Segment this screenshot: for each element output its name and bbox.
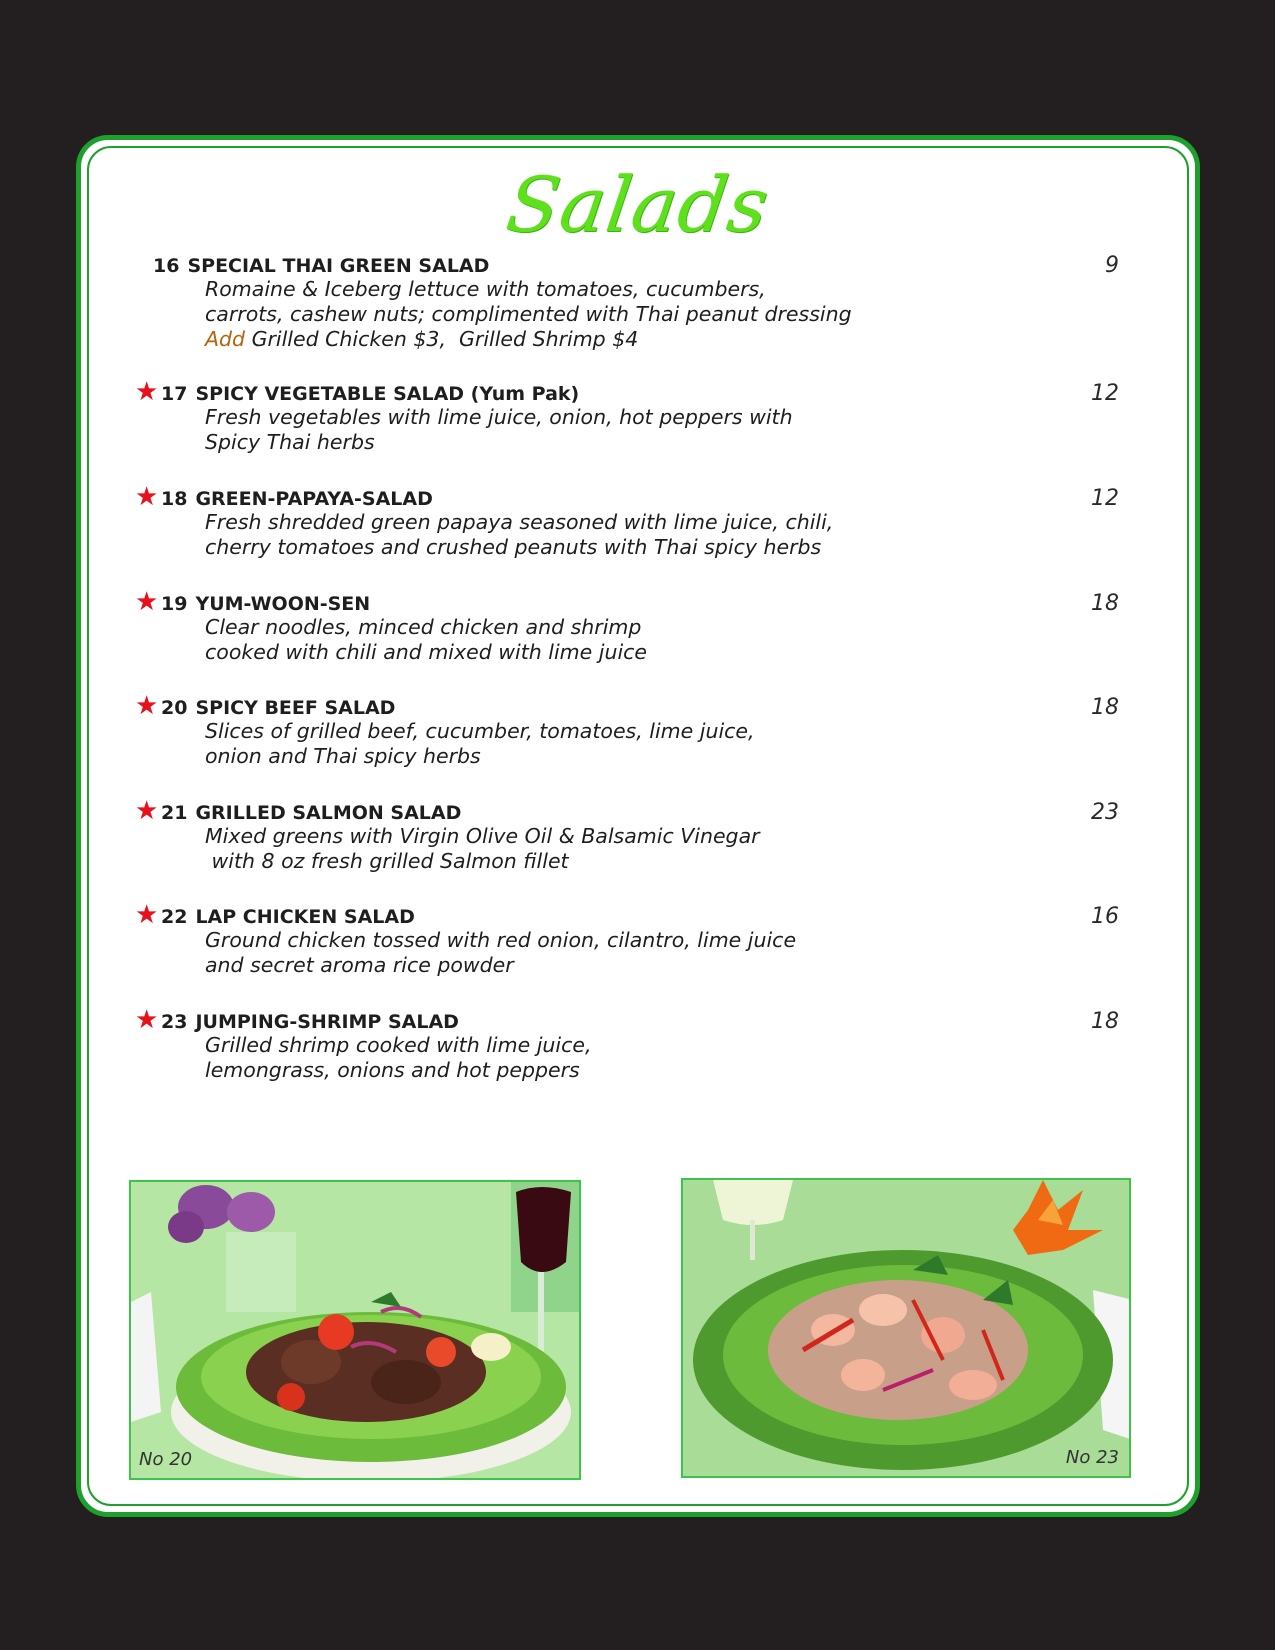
item-number: 17 bbox=[161, 383, 188, 405]
item-price: 16 bbox=[1091, 904, 1119, 929]
beef-salad-illustration bbox=[131, 1182, 581, 1480]
item-price: 23 bbox=[1091, 800, 1119, 825]
item-name: YUM-WOON-SEN bbox=[195, 593, 371, 615]
item-price: 18 bbox=[1091, 1009, 1119, 1034]
item-number: 22 bbox=[161, 906, 188, 928]
item-price: 18 bbox=[1091, 695, 1119, 720]
item-price: 12 bbox=[1091, 486, 1119, 511]
item-name: JUMPING-SHRIMP SALAD bbox=[195, 1011, 459, 1033]
page-title: Salads bbox=[501, 160, 775, 249]
item-number: 19 bbox=[161, 593, 188, 615]
item-price: 9 bbox=[1105, 253, 1119, 278]
description-line: Romaine & Iceberg lettuce with tomatoes, cucumbers, bbox=[205, 277, 766, 301]
item-name: LAP CHICKEN SALAD bbox=[195, 906, 415, 928]
description-line: Fresh shredded green papaya seasoned with lime juice, chili, bbox=[205, 510, 834, 534]
photo-caption: No 20 bbox=[139, 1449, 193, 1470]
description-line: carrots, cashew nuts; complimented with Thai peanut dressing bbox=[205, 302, 852, 326]
item-name: SPECIAL THAI GREEN SALAD bbox=[187, 255, 490, 277]
item-description bbox=[205, 824, 760, 874]
photo-spicy-beef-salad bbox=[129, 1180, 581, 1480]
menu-card bbox=[76, 135, 1200, 1517]
item-number: 21 bbox=[161, 802, 188, 824]
description-line: Grilled shrimp cooked with lime juice, bbox=[205, 1033, 592, 1057]
item-description bbox=[205, 1033, 592, 1083]
item-name: GREEN-PAPAYA-SALAD bbox=[195, 488, 433, 510]
spicy-star-icon: ★ bbox=[135, 587, 159, 617]
item-number: 20 bbox=[161, 697, 188, 719]
item-description bbox=[205, 277, 852, 352]
item-description bbox=[205, 928, 796, 978]
item-description bbox=[205, 719, 755, 769]
description-line: Ground chicken tossed with red onion, cilantro, lime juice bbox=[205, 928, 797, 952]
item-description bbox=[205, 510, 833, 560]
item-number: 18 bbox=[161, 488, 188, 510]
spicy-star-icon: ★ bbox=[135, 1005, 159, 1035]
spicy-star-icon: ★ bbox=[135, 900, 159, 930]
photo-caption: No 23 bbox=[1065, 1447, 1119, 1468]
description-line: Spicy Thai herbs bbox=[205, 430, 375, 454]
item-number: 23 bbox=[161, 1011, 188, 1033]
item-description bbox=[205, 405, 793, 455]
add-on-line bbox=[205, 327, 852, 352]
item-price: 18 bbox=[1091, 591, 1119, 616]
description-line: and secret aroma rice powder bbox=[205, 953, 514, 977]
description-line: Mixed greens with Virgin Olive Oil & Balsamic Vinegar bbox=[205, 824, 760, 848]
description-line: cooked with chili and mixed with lime juice bbox=[205, 640, 648, 664]
description-line: Clear noodles, minced chicken and shrimp bbox=[205, 615, 642, 639]
item-number: 16 bbox=[153, 255, 180, 277]
description-line: lemongrass, onions and hot peppers bbox=[205, 1058, 580, 1082]
description-line: with 8 oz fresh grilled Salmon fillet bbox=[205, 849, 569, 873]
spicy-star-icon: ★ bbox=[135, 377, 159, 407]
item-name: GRILLED SALMON SALAD bbox=[195, 802, 462, 824]
description-line: cherry tomatoes and crushed peanuts with Thai spicy herbs bbox=[205, 535, 822, 559]
description-line: Fresh vegetables with lime juice, onion, hot peppers with bbox=[205, 405, 793, 429]
item-name: SPICY VEGETABLE SALAD (Yum Pak) bbox=[195, 383, 580, 405]
spicy-star-icon: ★ bbox=[135, 796, 159, 826]
photo-jumping-shrimp-salad bbox=[681, 1178, 1131, 1478]
description-line: onion and Thai spicy herbs bbox=[205, 744, 481, 768]
spicy-star-icon: ★ bbox=[135, 691, 159, 721]
item-price: 12 bbox=[1091, 381, 1119, 406]
spicy-star-icon: ★ bbox=[135, 482, 159, 512]
item-description bbox=[205, 615, 647, 665]
add-label: Add bbox=[205, 327, 246, 351]
shrimp-salad-illustration bbox=[683, 1180, 1131, 1478]
add-on-options: Grilled Chicken $3, Grilled Shrimp $4 bbox=[245, 327, 639, 351]
item-name: SPICY BEEF SALAD bbox=[195, 697, 396, 719]
description-line: Slices of grilled beef, cucumber, tomatoes, lime juice, bbox=[205, 719, 755, 743]
